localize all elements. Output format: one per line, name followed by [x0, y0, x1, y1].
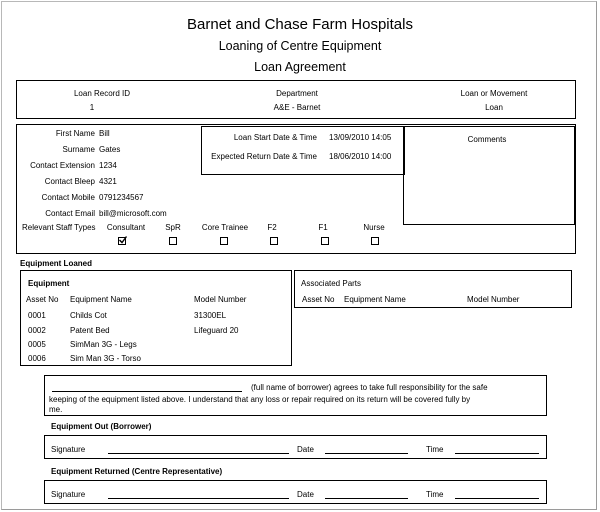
form-subtitle: Loaning of Centre Equipment [218, 39, 382, 53]
staff-type-f2-label: F2 [267, 223, 277, 232]
equipment-name: Childs Cot [70, 311, 107, 320]
staff-type-core-trainee-label: Core Trainee [201, 223, 249, 232]
borrower-name-line[interactable] [52, 391, 242, 392]
returned-time-label: Time [426, 490, 444, 499]
out-date-label: Date [297, 445, 314, 454]
associated-parts-label: Associated Parts [301, 279, 362, 288]
loan-start-value: 13/09/2010 14:05 [329, 133, 392, 142]
agreement-line-1: (full name of borrower) agrees to take full responsibility for the safe [251, 383, 488, 392]
out-date-line[interactable] [325, 453, 408, 454]
staff-type-nurse-checkbox[interactable] [371, 237, 379, 245]
returned-date-label: Date [297, 490, 314, 499]
returned-date-line[interactable] [325, 498, 408, 499]
asset-no: 0002 [28, 326, 46, 335]
out-signature-label: Signature [51, 445, 86, 454]
loan-record-id-label: Loan Record ID [73, 89, 131, 98]
equipment-out-label: Equipment Out (Borrower) [51, 422, 152, 431]
staff-type-consultant-checkbox[interactable] [118, 237, 126, 245]
staff-type-f1-label: F1 [318, 223, 328, 232]
first-name-value: Bill [99, 129, 110, 138]
asset-no: 0005 [28, 340, 46, 349]
department-value: A&E - Barnet [273, 103, 321, 112]
associated-col-asset-no: Asset No [302, 295, 335, 304]
staff-type-f2-checkbox[interactable] [270, 237, 278, 245]
staff-type-spr-checkbox[interactable] [169, 237, 177, 245]
contact-extension-value: 1234 [99, 161, 117, 170]
associated-parts-box [294, 270, 572, 308]
returned-signature-line[interactable] [108, 498, 289, 499]
loan-record-id-value: 1 [89, 103, 95, 112]
equipment-name: Sim Man 3G - Torso [70, 354, 141, 363]
expected-return-label: Expected Return Date & Time [211, 152, 317, 161]
staff-types-label: Relevant Staff Types [22, 223, 96, 232]
equipment-name: Patent Bed [70, 326, 110, 335]
loan-or-movement-label: Loan or Movement [460, 89, 528, 98]
equipment-label: Equipment [28, 279, 70, 288]
staff-type-consultant-label: Consultant [106, 223, 146, 232]
comments-label: Comments [467, 135, 507, 144]
equipment-loaned-label: Equipment Loaned [20, 259, 92, 268]
associated-col-model: Model Number [467, 295, 520, 304]
staff-type-nurse-label: Nurse [363, 223, 385, 232]
out-time-label: Time [426, 445, 444, 454]
agreement-line-2: keeping of the equipment listed above. I understand that any loss or repair required on its return will be covered fully by [49, 395, 471, 404]
form-title: Loan Agreement [254, 60, 346, 74]
equipment-out-box [44, 435, 547, 459]
equipment-returned-box [44, 480, 547, 504]
contact-email-label: Contact Email [45, 209, 95, 218]
contact-email-value: bill@microsoft.com [99, 209, 167, 218]
associated-col-name: Equipment Name [344, 295, 406, 304]
returned-signature-label: Signature [51, 490, 86, 499]
surname-value: Gates [99, 145, 121, 154]
expected-return-value: 18/06/2010 14:00 [329, 152, 392, 161]
equipment-name: SimMan 3G - Legs [70, 340, 137, 349]
asset-no: 0001 [28, 311, 46, 320]
staff-type-core-trainee-checkbox[interactable] [220, 237, 228, 245]
asset-no: 0006 [28, 354, 46, 363]
staff-type-spr-label: SpR [165, 223, 181, 232]
staff-type-f1-checkbox[interactable] [321, 237, 329, 245]
equipment-col-model: Model Number [194, 295, 247, 304]
check-icon [118, 235, 128, 245]
agreement-line-3: me. [49, 405, 63, 414]
record-box [16, 80, 576, 119]
contact-mobile-label: Contact Mobile [41, 193, 95, 202]
hospital-title: Barnet and Chase Farm Hospitals [187, 16, 413, 33]
loan-start-label: Loan Start Date & Time [233, 133, 317, 142]
contact-mobile-value: 0791234567 [99, 193, 144, 202]
out-time-line[interactable] [455, 453, 539, 454]
returned-time-line[interactable] [455, 498, 539, 499]
contact-bleep-value: 4321 [99, 177, 117, 186]
equipment-col-name: Equipment Name [70, 295, 132, 304]
first-name-label: First Name [55, 129, 95, 138]
loan-or-movement-value: Loan [485, 103, 503, 112]
model-number: Lifeguard 20 [194, 326, 239, 335]
contact-bleep-label: Contact Bleep [44, 177, 95, 186]
equipment-returned-label: Equipment Returned (Centre Representative) [51, 467, 223, 476]
model-number: 31300EL [194, 311, 227, 320]
equipment-col-asset-no: Asset No [26, 295, 59, 304]
contact-extension-label: Contact Extension [30, 161, 95, 170]
surname-label: Surname [62, 145, 95, 154]
department-label: Department [276, 89, 318, 98]
out-signature-line[interactable] [108, 453, 289, 454]
loan-agreement-page [1, 1, 597, 510]
